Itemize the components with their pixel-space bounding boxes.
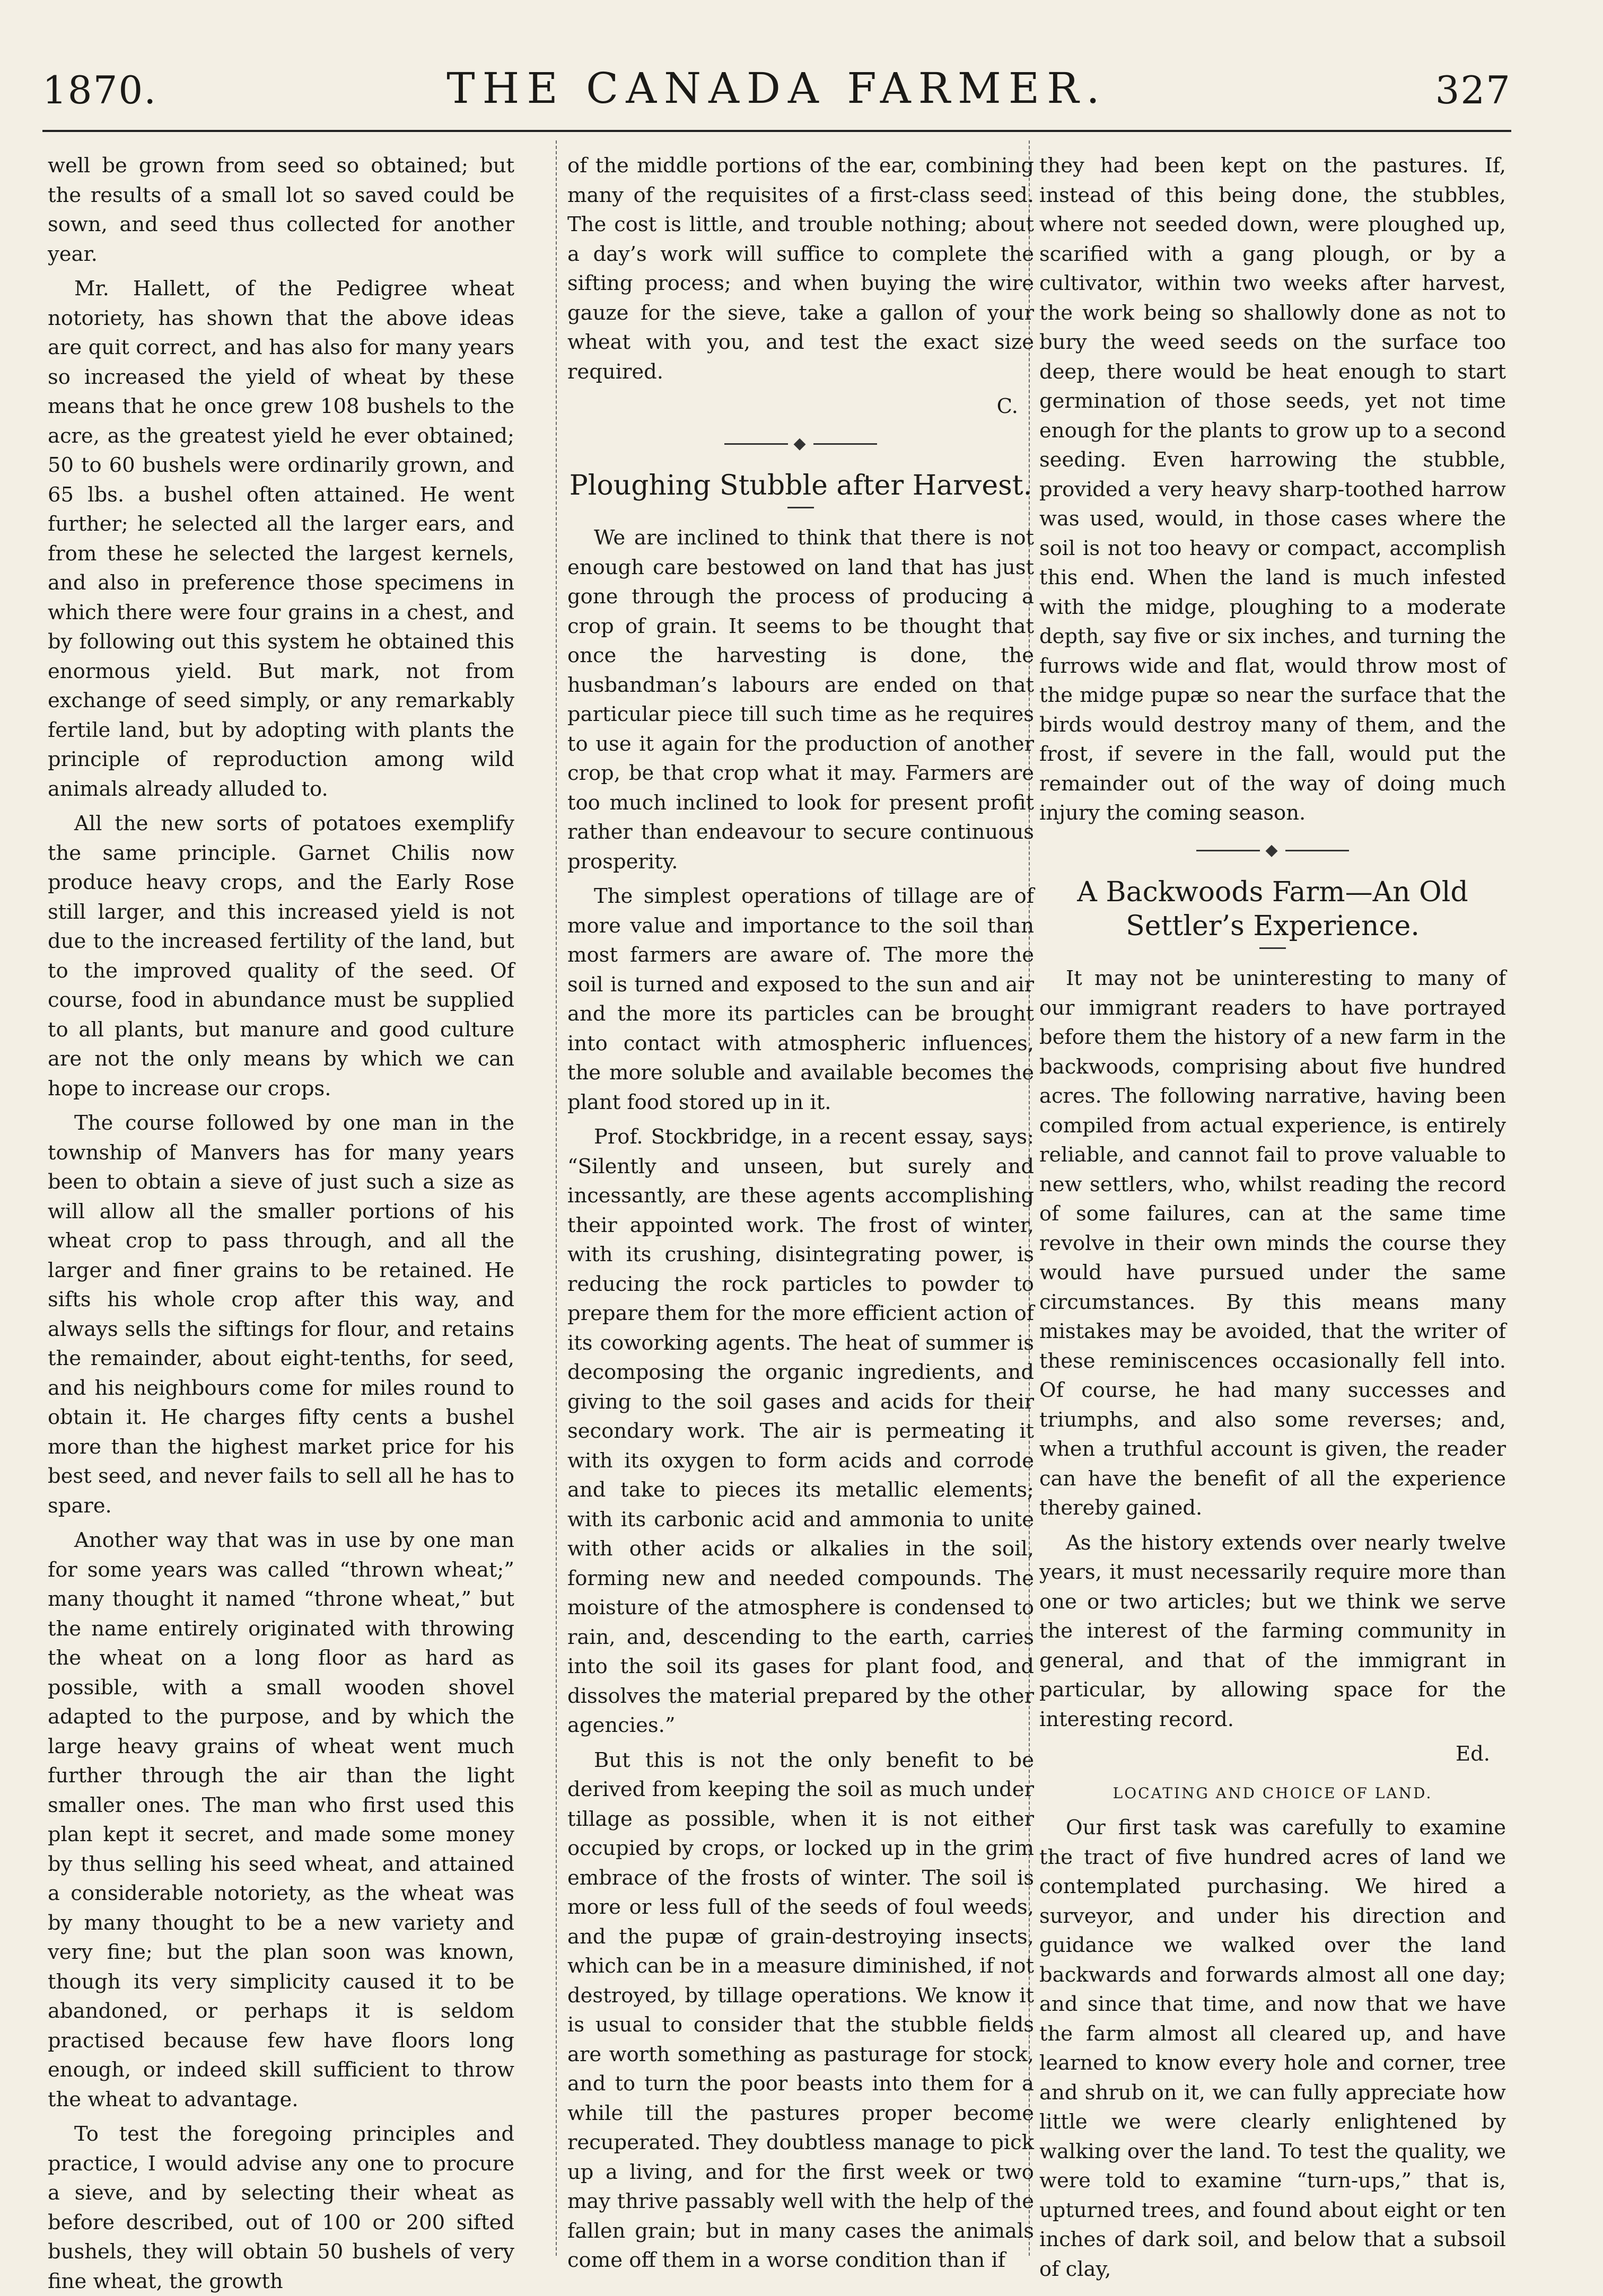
page-header <box>42 64 1511 122</box>
issue-year: 1870. <box>42 68 157 112</box>
paragraph: It may not be uninteresting to many of our immigrant readers to have portrayed before them the history of a new farm in the backwoods, comprising about five hundred acres. The following narrative, having been compiled from actual experience, is entirely reliable, and cannot fail to prove valuable to new settlers, who, whilst reading the record of some failures, can at the same time revolve in their own minds the course they would have pursued under the same circumstances. By this means many mistakes may be avoided, that the writer of these reminiscences occasionally fell into. Of course, he had many successes and triumphs, and also some reverses; and, when a truthful account is given, the reader can have the benefit of all the experience thereby gained. <box>1039 966 1506 1520</box>
paragraph: of the middle portions of the ear, combining many of the requisites of a first-class seed. The cost is little, and trouble nothing; about a day’s work will suffice to complete the sifting process; and when buying the wire gauze for the sieve, take a gallon of your wheat with you, and test the exact size required. <box>567 154 1034 384</box>
title-rule <box>1259 947 1286 949</box>
paragraph: they had been kept on the pastures. If, instead of this being done, the stubbles, where not seeded down, were ploughed up, scarified with a gang plough, or by a cultivator, within two weeks after harvest, the work being so shallowly done as not to bury the weed seeds on the surface too deep, there would be heat enough to start germination of those seeds, yet not time enough for the plants to grow up to a second seeding. Even harrowing the stubble, provided a very heavy sharp-toothed harrow was used, would, in those cases where the soil is not too heavy or compact, accomplish this end. When the land is much infested with the midge, ploughing to a moderate depth, say five or six inches, and turning the furrows wide and flat, would throw most of the midge pupæ so near the surface that the birds would destroy many of them, and the frost, if severe in the fall, would put the remainder out of the way of doing much injury the coming season. <box>1039 154 1506 825</box>
paragraph: All the new sorts of potatoes exemplify the same principle. Garnet Chilis now produce heavy crops, and the Early Rose still larger, and this increased yield is not due to the increased fertility of the land, but to the improved quality of the seed. Of course, food in abundance must be supplied to all plants, but manure and good culture are not the only means by which we can hope to increase our crops. <box>48 812 514 1101</box>
title-rule <box>787 507 814 508</box>
header-rule <box>42 130 1511 132</box>
paragraph: Prof. Stockbridge, in a recent essay, says: “Silently and unseen, but surely and incessantly, are these agents accomplishing their appointed work. The frost of winter, with its crushing, disintegrating power, is reducing the rock particles to powder to prepare them for the more efficient action of its coworking agents. The heat of summer is decomposing the organic ingredients, and giving to the soil gases and acids for their secondary work. The air is permeating it with its oxygen to form acids and corrode and take to pieces its metallic elements; with its carbonic acid and ammonia to unite with other acids or alkalies in the soil, forming new and needed compounds. The moisture of the atmosphere is condensed to rain, and, descending to the earth, carries into the soil its gases for plant food, and dissolves the material prepared by the other agencies.” <box>567 1125 1034 1737</box>
paragraph: But this is not the only benefit to be derived from keeping the soil as much under tillage as possible, when it is not either occupied by crops, or locked up in the grim embrace of the frosts of winter. The soil is more or less full of the seeds of foul weeds, and the pupæ of grain-destroying insects, which can be in a measure diminished, if not destroyed, by tillage operations. We know it is usual to consider that the stubble fields are worth something as pasturage for stock, and to turn the poor beasts into them for a while till the pastures proper become recuperated. They doubtless manage to pick up a living, and for the first week or two may thrive passably well with the help of the fallen grain; but in many cases the animals come off them in a worse condition than if <box>567 1748 1034 2272</box>
paragraph: We are inclined to think that there is not enough care bestowed on land that has just gone through the process of producing a crop of grain. It seems to be thought that once the harvesting is done, the husbandman’s labours are ended on that particular piece till such time as he requires to use it again for the production of another crop, be that crop what it may. Farmers are too much inclined to look for present profit rather than endeavour to secure continuous prosperity. <box>567 526 1034 874</box>
article-title: Ploughing Stubble after Harvest. <box>569 470 1032 502</box>
column-divider <box>556 140 557 2256</box>
paragraph: To test the foregoing principles and practice, I would advise any one to procure a sieve, and by selecting their wheat as before described, out of 100 or 200 sifted bushels, they will obtain 50 bushels of very fine wheat, the growth <box>48 2122 514 2293</box>
paragraph: Mr. Hallett, of the Pedigree wheat notoriety, has shown that the above ideas are quit correct, and has also for many years so increased the yield of wheat by these means that he once grew 108 bushels to the acre, as the greatest yield he ever obtained; 50 to 60 bushels were ordinarily grown, and 65 lbs. a bushel often attained. He went further; he selected all the larger ears, and from these he selected the largest kernels, and also in preference those specimens in which there were four grains in a chest, and by following out this system he obtained this enormous yield. But mark, not from exchange of seed simply, or any remarkably fertile land, but by adopting with plants the principle of reproduction among wild animals already alluded to. <box>48 277 514 801</box>
page-number: 327 <box>1435 68 1511 112</box>
paragraph: As the history extends over nearly twelve years, it must necessarily require more than one or two articles; but we think we serve the interest of the farming community in general, and that of the immigrant in particular, by allowing space for the interesting record. <box>1039 1530 1506 1731</box>
paragraph: The course followed by one man in the township of Manvers has for many years been to obtain a sieve of just such a size as will allow all the smaller portions of his wheat crop to pass through, and all the larger and finer grains to be retained. He sifts his whole crop after this way, and always sells the siftings for flour, and retains the remainder, about eight-tenths, for seed, and his neighbours come for miles round to obtain it. He charges fifty cents a bushel more than the highest market price for his best seed, and never fails to sell all he has to spare. <box>48 1111 514 1518</box>
paragraph: Our first task was carefully to examine the tract of five hundred acres of land we contemplated purchasing. We hired a surveyor, and under his direction and guidance we walked over the land backwards and forwards almost all one day; and since that time, and now that we have the farm almost all cleared up, and have learned to know every hole and corner, tree and shrub on it, we can fully appreciate how little we were clearly enlightened by walking over the land. To test the quality, we were told to examine “turn-ups,” that is, upturned trees, and found about eight or ten inches of dark soil, and below that a subsoil of clay, <box>1039 1816 1506 2281</box>
article-title: A Backwoods Farm—An Old Settler’s Experience. <box>1077 876 1468 942</box>
paragraph: well be grown from seed so obtained; but the results of a small lot so saved could be sown, and seed thus collected for another year. <box>48 154 514 266</box>
masthead-title: THE CANADA FARMER. <box>446 64 1107 113</box>
ornament-divider: ◆ <box>567 429 1034 459</box>
paragraph: Another way that was in use by one man for some years was called “thrown wheat;” many thought it named “throne wheat,” but the name entirely originated with throwing the wheat on a long floor as hard as possible, with a small wooden shovel adapted to the purpose, and by which the large heavy grains of wheat went much further through the air than the light smaller ones. The man who first used this plan kept it secret, and made some money by thus selling his seed wheat, and attained a considerable notoriety, as the wheat was by many thought to be a new variety and very fine; but the plan soon was known, though its very simplicity caused it to be abandoned, or perhaps it is seldom practised because few have floors long enough, or indeed skill sufficient to throw the wheat to advantage. <box>48 1528 514 2112</box>
column-1 <box>48 151 514 2293</box>
editor-signature: Ed. <box>1456 1742 1490 1766</box>
author-signature: C. <box>996 394 1018 418</box>
paragraph: The simplest operations of tillage are of more value and importance to the soil than most farmers are aware of. The more the soil is turned and exposed to the sun and air and the more its particles can be brought into contact with atmospheric influences, the more soluble and available becomes the plant food stored up in it. <box>567 884 1034 1114</box>
column-2 <box>567 151 1034 2272</box>
ornament-divider: ◆ <box>1039 835 1506 865</box>
column-3 <box>1039 151 1506 2281</box>
section-subheading: LOCATING AND CHOICE OF LAND. <box>1113 1784 1433 1802</box>
